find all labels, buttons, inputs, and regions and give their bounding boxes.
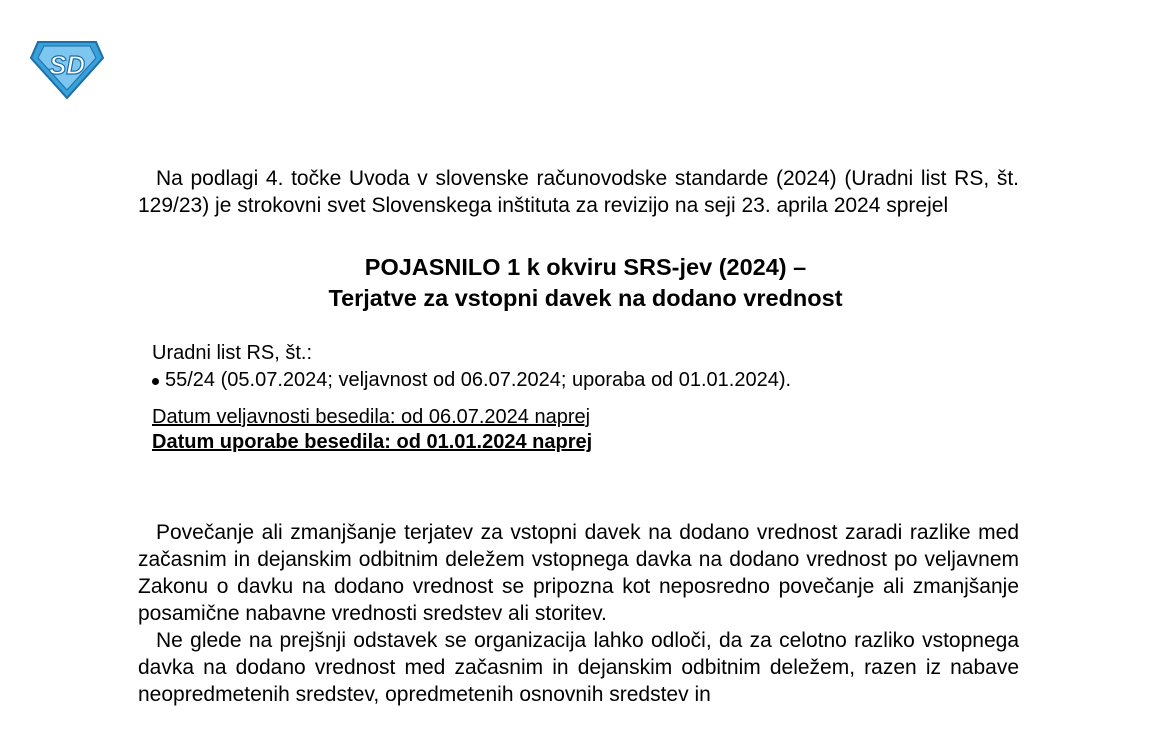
application-date: Datum uporabe besedila: od 01.01.2024 naprej (152, 431, 593, 453)
document-title (152, 252, 1019, 314)
title-line-2: Terjatve za vstopni davek na dodano vrednost (328, 285, 843, 311)
svg-text:SD: SD (48, 50, 86, 80)
intro-paragraph: Na podlagi 4. točke Uvoda v slovenske računovodske standarde (2024) (Uradni list RS, št. 129/23) je strokovni svet Slovenskega inštituta za revizijo na seji 23. aprila 2024 sprejel (138, 167, 1019, 217)
official-gazette-block (152, 340, 1019, 394)
gazette-entry-text: 55/24 (05.07.2024; veljavnost od 06.07.2024; uporaba od 01.01.2024). (165, 369, 792, 391)
gazette-label: Uradni list RS, št.: (152, 342, 313, 364)
body-paragraph-2: Ne glede na prejšnji odstavek se organizacija lahko odloči, da za celotno razliko vstopnega davka na dodano vrednost med začasnim in dejanskim odbitnim deležem, razen iz nabave neopredmetenih sredstev, opredmetenih osnovnih sredstev in (138, 629, 1019, 706)
gazette-entry (152, 367, 1019, 394)
body-paragraph-1: Povečanje ali zmanjšanje terjatev za vstopni davek na dodano vrednost zaradi razlike med začasnim in dejanskim odbitnim deležem vstopnega davka na dodano vrednost po veljavnem Zakonu o davku na dodano vrednost se pripozna kot neposredno povečanje ali zmanjšanje posamične nabavne vrednosti sredstev ali storitev. (138, 521, 1019, 625)
sd-logo-icon (30, 40, 104, 100)
body-text (138, 519, 1019, 708)
bullet-icon (152, 378, 159, 385)
validity-date: Datum veljavnosti besedila: od 06.07.2024 naprej (152, 406, 591, 428)
document-page (138, 165, 1019, 708)
dates-block (152, 405, 1019, 455)
title-line-1: POJASNILO 1 k okviru SRS-jev (2024) – (364, 254, 807, 280)
